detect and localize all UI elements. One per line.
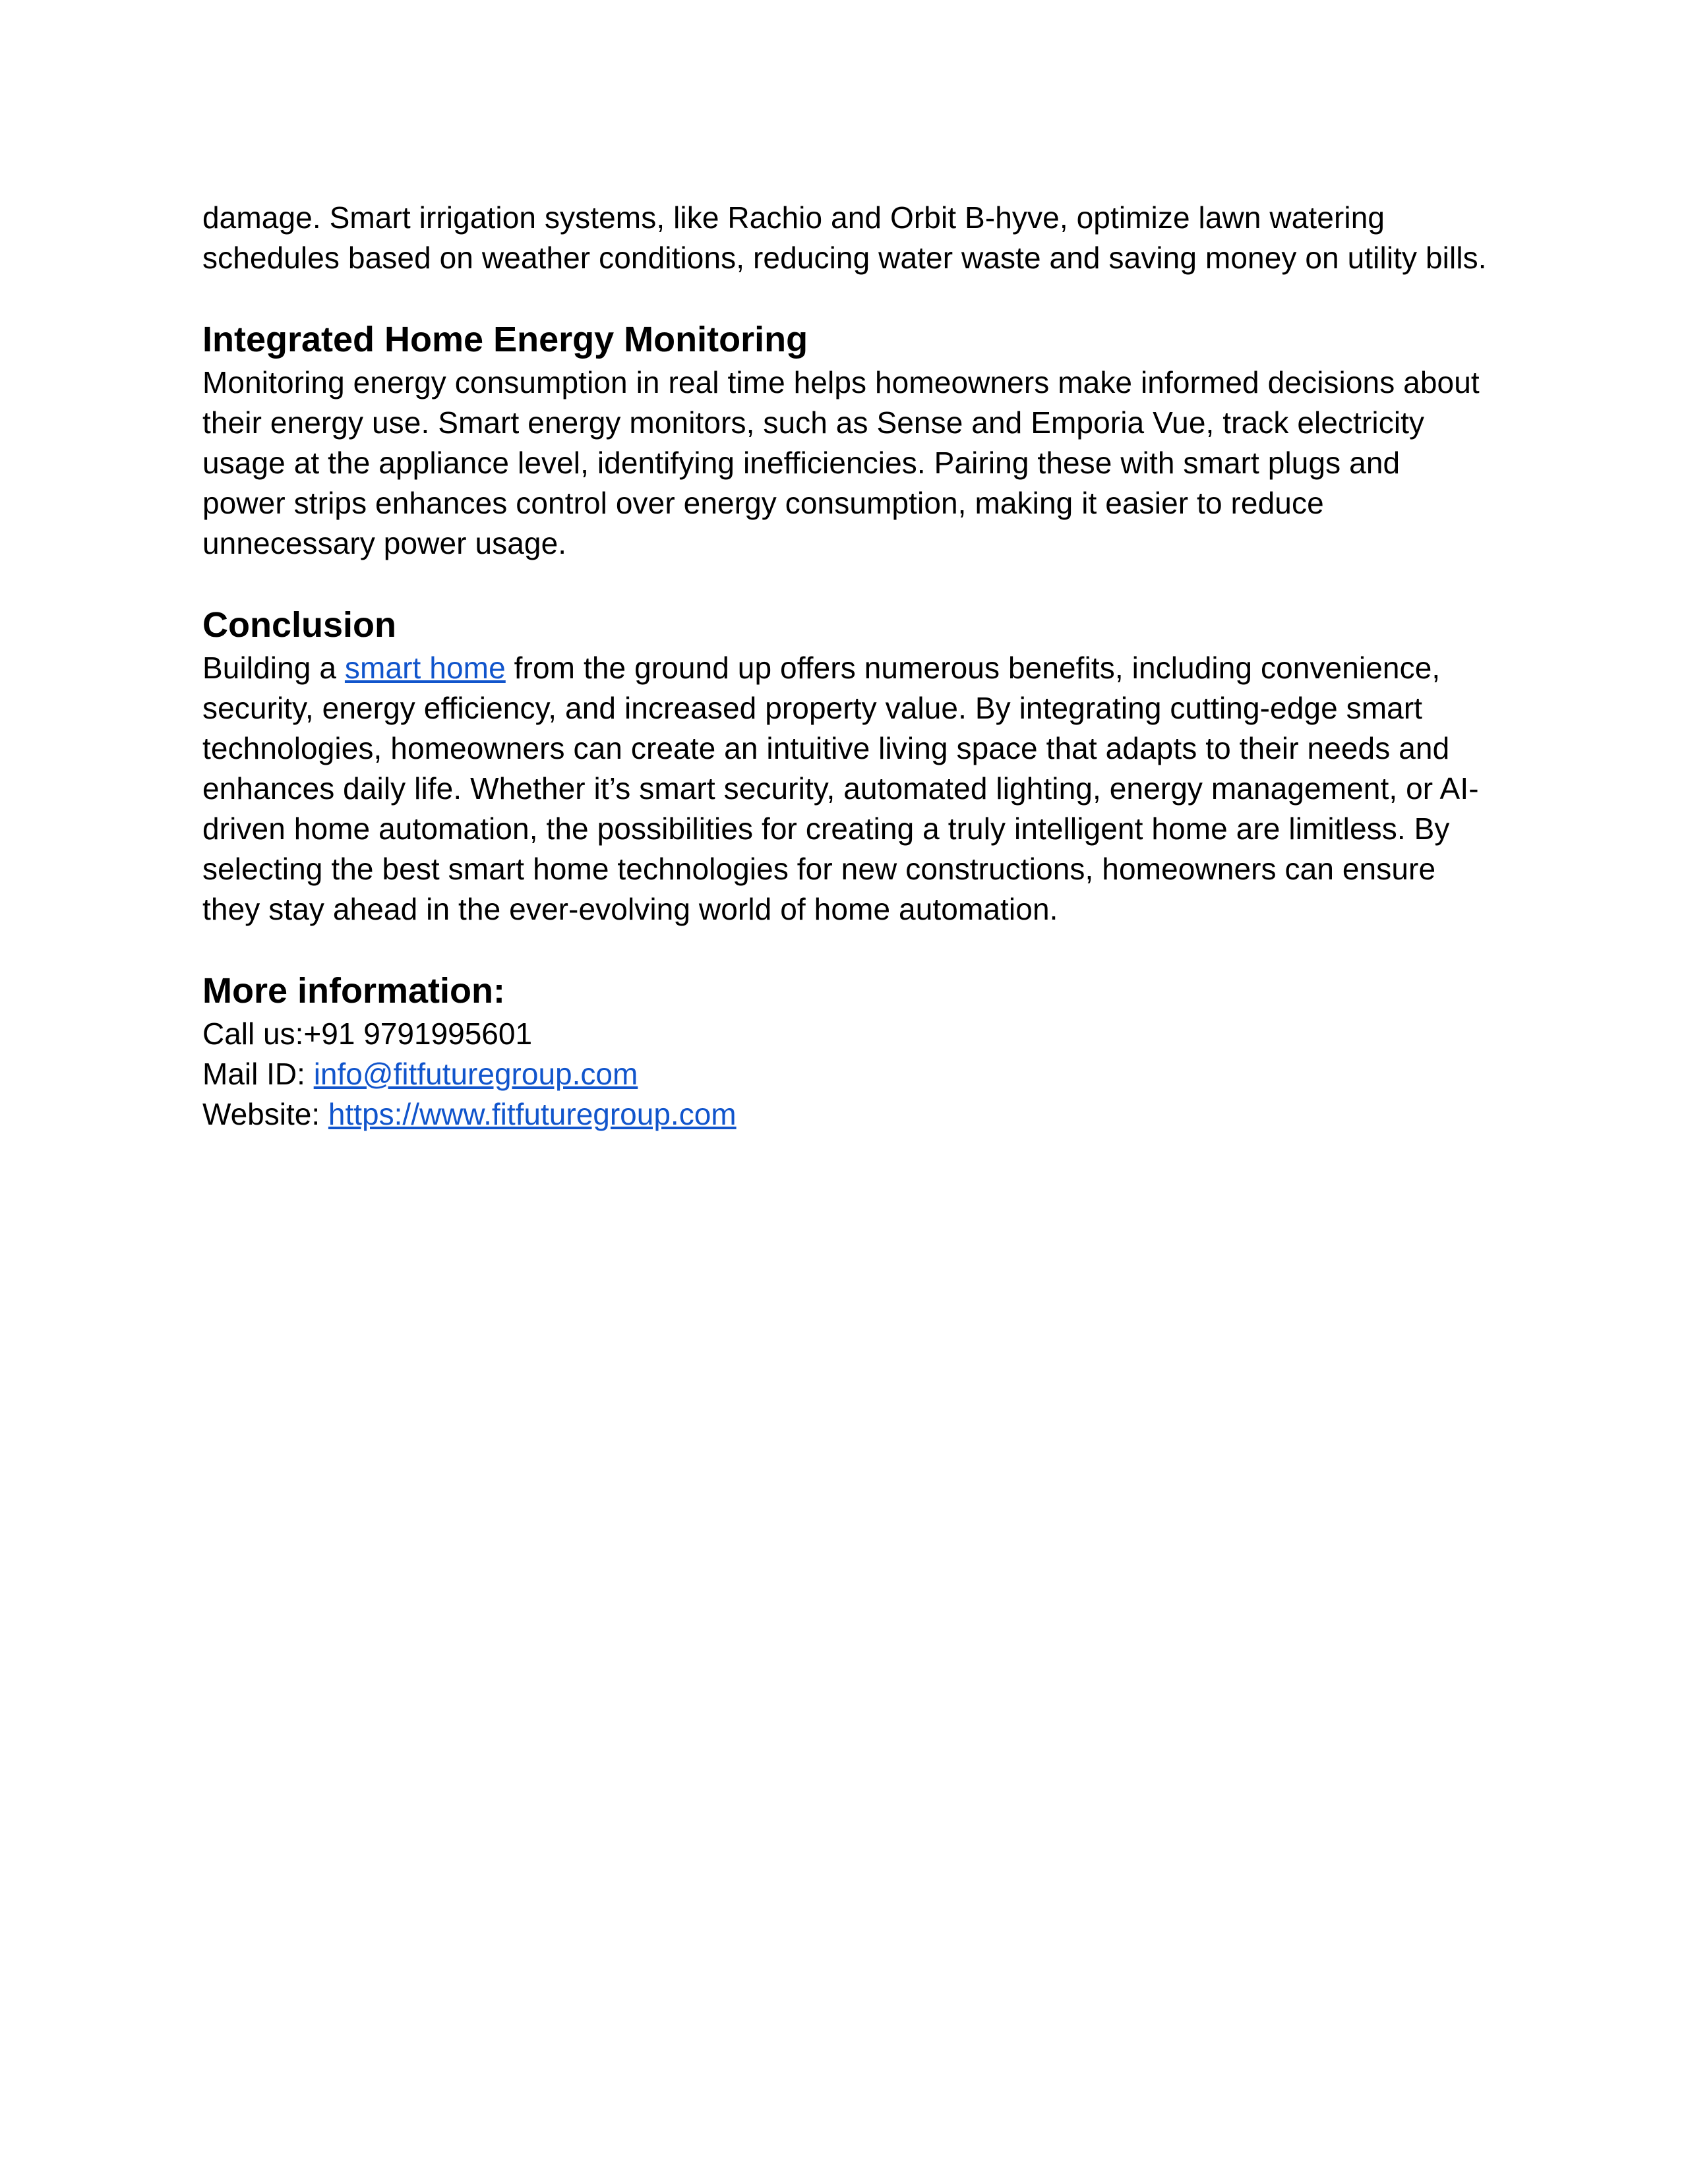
section-heading-energy-monitoring: Integrated Home Energy Monitoring [202, 320, 808, 359]
call-us-line: Call us:+91 9791995601 [202, 1017, 533, 1051]
mail-link[interactable]: info@fitfuturegroup.com [313, 1057, 638, 1091]
mail-id-line [202, 1054, 1488, 1094]
mail-id-label: Mail ID: [202, 1057, 314, 1091]
document-content [202, 198, 1488, 1135]
website-line [202, 1094, 1488, 1135]
smart-home-link[interactable]: smart home [344, 651, 506, 685]
energy-monitoring-paragraph: Monitoring energy consumption in real time helps homeowners make informed decisions about their energy use. Smart energy monitors, such as Sense and Emporia Vue, track electricity usage at the appliance level, identifying inefficiencies. Pairing these with smart plugs and power strips enhances control over energy consumption, making it easier to reduce unnecessary power usage. [202, 365, 1480, 560]
intro-paragraph: damage. Smart irrigation systems, like Rachio and Orbit B-hyve, optimize lawn watering schedules based on weather conditions, reducing water waste and saving money on utility bills. [202, 200, 1487, 275]
section-heading-conclusion: Conclusion [202, 605, 396, 645]
section-heading-more-information: More information: [202, 971, 505, 1011]
conclusion-paragraph [202, 648, 1488, 930]
website-link[interactable]: https://www.fitfuturegroup.com [328, 1097, 737, 1131]
conclusion-text-before-link: Building a [202, 651, 345, 685]
website-label: Website: [202, 1097, 328, 1131]
conclusion-text-after-link: from the ground up offers numerous benefits, including convenience, security, energy efficiency, and increased property value. By integrating cutting-edge smart technologies, homeowners can create an intuitive living space that adapts to their needs and enhances daily life. Whether it’s smart security, automated lighting, energy management, or AI-driven home automation, the possibilities for creating a truly intelligent home are limitless. By selecting the best smart home technologies for new constructions, homeowners can ensure they stay ahead in the ever-evolving world of home automation. [202, 651, 1479, 926]
